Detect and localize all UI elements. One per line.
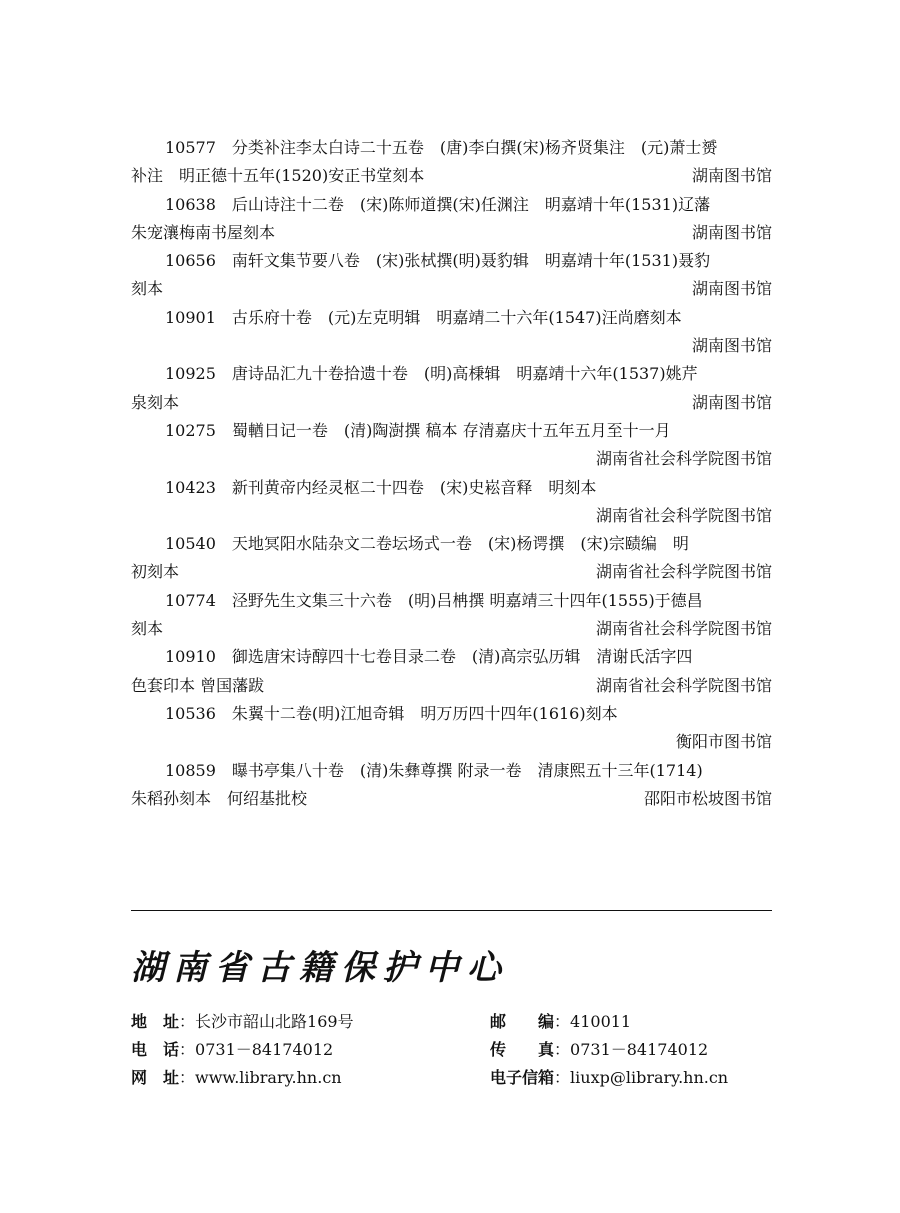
colon: ：: [179, 1040, 196, 1059]
contact-row: [131, 1008, 772, 1036]
address-label: 地 址: [131, 1012, 180, 1031]
entry-line: [131, 417, 772, 445]
catalog-entry: [131, 191, 772, 248]
entry-line: [131, 247, 772, 275]
catalog-entry: [131, 643, 772, 700]
entry-line: [131, 785, 772, 813]
fax-label: 传 真: [490, 1040, 555, 1059]
entry-text: [165, 417, 671, 445]
contact-row: [131, 1036, 772, 1064]
colon: ：: [179, 1012, 196, 1031]
catalog-entry: [131, 700, 772, 757]
entry-title: 朱翼十二卷(明)江旭奇辑 明万历四十四年(1616)刻本: [231, 703, 618, 723]
contact-info: [131, 1008, 772, 1092]
entry-text: [165, 191, 710, 219]
entry-title: 蜀輶日记一卷 (清)陶澍撰 稿本 存清嘉庆十五年五月至十一月: [231, 420, 671, 440]
postcode-label: 邮 编: [490, 1012, 555, 1031]
email-label: 电子信箱: [490, 1068, 555, 1087]
phone-label: 电 话: [131, 1040, 180, 1059]
entry-holding-library: 湖南省社会科学院图书馆: [595, 675, 772, 695]
catalog-entry: [131, 247, 772, 304]
entry-holding-library: 湖南图书馆: [691, 336, 772, 356]
entry-holding-library: 湖南省社会科学院图书馆: [595, 505, 772, 525]
entry-text: [165, 700, 618, 728]
entry-continuation: 补注 明正德十五年(1520)安正书堂刻本: [131, 166, 425, 186]
email-value[interactable]: liuxp@library.hn.cn: [570, 1068, 729, 1087]
entry-holding-library: 湖南图书馆: [691, 222, 772, 242]
entry-text: [165, 530, 689, 558]
entry-number: 10275: [165, 420, 216, 440]
entry-line: [131, 502, 772, 530]
phone: [131, 1036, 333, 1064]
phone-value: 0731－84174012: [195, 1040, 334, 1059]
entry-holding-library: 衡阳市图书馆: [675, 732, 772, 752]
entry-holding-library: 湖南图书馆: [691, 166, 772, 186]
entry-number: 10656: [165, 251, 216, 271]
entry-title: 御选唐宋诗醇四十七卷目录二卷 (清)高宗弘历辑 清谢氏活字四: [231, 647, 693, 667]
entry-text: [165, 304, 682, 332]
entry-title: 天地冥阳水陆杂文二卷坛场式一卷 (宋)杨谔撰 (宋)宗赜编 明: [231, 534, 689, 554]
entry-line: [131, 304, 772, 332]
entry-continuation: 朱稻孙刻本 何绍基批校: [131, 788, 308, 808]
entry-text: [165, 757, 703, 785]
entry-line: [131, 219, 772, 247]
catalog-entry: [131, 587, 772, 644]
entry-number: 10910: [165, 647, 216, 667]
entry-line: [131, 162, 772, 190]
fax-value: 0731－84174012: [570, 1040, 709, 1059]
entry-continuation: 色套印本 曾国藩跋: [131, 675, 265, 695]
entry-holding-library: 湖南图书馆: [691, 279, 772, 299]
entry-number: 10536: [165, 703, 216, 723]
entry-continuation: 泉刻本: [131, 392, 180, 412]
entry-line: [131, 757, 772, 785]
footer-divider: [131, 910, 772, 911]
entry-line: [131, 615, 772, 643]
entry-holding-library: 湖南图书馆: [691, 392, 772, 412]
entry-line: [131, 275, 772, 303]
entry-line: [131, 672, 772, 700]
entry-line: [131, 389, 772, 417]
entry-continuation: 刻本: [131, 279, 164, 299]
entry-continuation: 刻本: [131, 619, 164, 639]
entry-title: 南轩文集节要八卷 (宋)张栻撰(明)聂豹辑 明嘉靖十年(1531)聂豹: [231, 251, 711, 271]
entry-text: [165, 247, 710, 275]
entry-line: [131, 134, 772, 162]
entry-title: 古乐府十卷 (元)左克明辑 明嘉靖二十六年(1547)汪尚磨刻本: [231, 307, 682, 327]
entry-text: [165, 474, 596, 502]
entry-number: 10774: [165, 590, 216, 610]
entry-continuation: 初刻本: [131, 562, 180, 582]
catalog-entry: [131, 304, 772, 361]
entry-line: [131, 728, 772, 756]
colon: ：: [554, 1040, 571, 1059]
catalog-entry: [131, 530, 772, 587]
entry-title: 唐诗品汇九十卷拾遗十卷 (明)高棅辑 明嘉靖十六年(1537)姚芹: [231, 364, 698, 384]
entry-line: [131, 643, 772, 671]
address: [131, 1008, 354, 1036]
entry-holding-library: 湖南省社会科学院图书馆: [595, 619, 772, 639]
entry-line: [131, 445, 772, 473]
entry-number: 10901: [165, 307, 216, 327]
colon: ：: [179, 1068, 196, 1087]
catalog-entry: [131, 360, 772, 417]
entry-holding-library: 邵阳市松坡图书馆: [643, 788, 772, 808]
entry-number: 10859: [165, 760, 216, 780]
organization-name: 湖南省古籍保护中心: [131, 948, 509, 988]
address-value: 长沙市韶山北路169号: [195, 1012, 354, 1031]
entry-holding-library: 湖南省社会科学院图书馆: [595, 562, 772, 582]
website-label: 网 址: [131, 1068, 180, 1087]
entry-title: 新刊黄帝内经灵枢二十四卷 (宋)史崧音释 明刻本: [231, 477, 597, 497]
catalog-entry: [131, 757, 772, 814]
entry-line: [131, 360, 772, 388]
website-value[interactable]: www.library.hn.cn: [195, 1068, 342, 1087]
entry-number: 10925: [165, 364, 216, 384]
entry-text: [165, 643, 692, 671]
entry-title: 分类补注李太白诗二十五卷 (唐)李白撰(宋)杨齐贤集注 (元)萧士赟: [231, 138, 718, 157]
entry-title: 泾野先生文集三十六卷 (明)吕柟撰 明嘉靖三十四年(1555)于德昌: [231, 590, 703, 610]
entry-line: [131, 558, 772, 586]
entry-text: [165, 360, 698, 388]
entry-holding-library: 湖南省社会科学院图书馆: [595, 449, 772, 469]
contact-row: [131, 1064, 772, 1092]
entry-line: [131, 474, 772, 502]
catalog-entries: [131, 134, 772, 813]
catalog-entry: [131, 417, 772, 474]
postcode-value: 410011: [570, 1012, 632, 1031]
colon: ：: [554, 1068, 571, 1087]
fax: [490, 1036, 708, 1064]
entry-title: 后山诗注十二卷 (宋)陈师道撰(宋)任渊注 明嘉靖十年(1531)辽藩: [231, 194, 711, 214]
catalog-entry: [131, 134, 772, 191]
entry-line: [131, 332, 772, 360]
entry-line: [131, 191, 772, 219]
entry-line: [131, 587, 772, 615]
catalog-entry: [131, 474, 772, 531]
website: [131, 1064, 342, 1092]
colon: ：: [554, 1012, 571, 1031]
entry-text: [165, 134, 717, 162]
entry-line: [131, 530, 772, 558]
entry-title: 曝书亭集八十卷 (清)朱彝尊撰 附录一卷 清康熙五十三年(1714): [231, 760, 703, 780]
entry-number: 10577: [165, 138, 216, 157]
entry-number: 10638: [165, 194, 216, 214]
postcode: [490, 1008, 631, 1036]
entry-line: [131, 700, 772, 728]
entry-number: 10423: [165, 477, 216, 497]
entry-text: [165, 587, 703, 615]
email: [490, 1064, 728, 1092]
entry-continuation: 朱宠瀼梅南书屋刻本: [131, 222, 276, 242]
entry-number: 10540: [165, 534, 216, 554]
